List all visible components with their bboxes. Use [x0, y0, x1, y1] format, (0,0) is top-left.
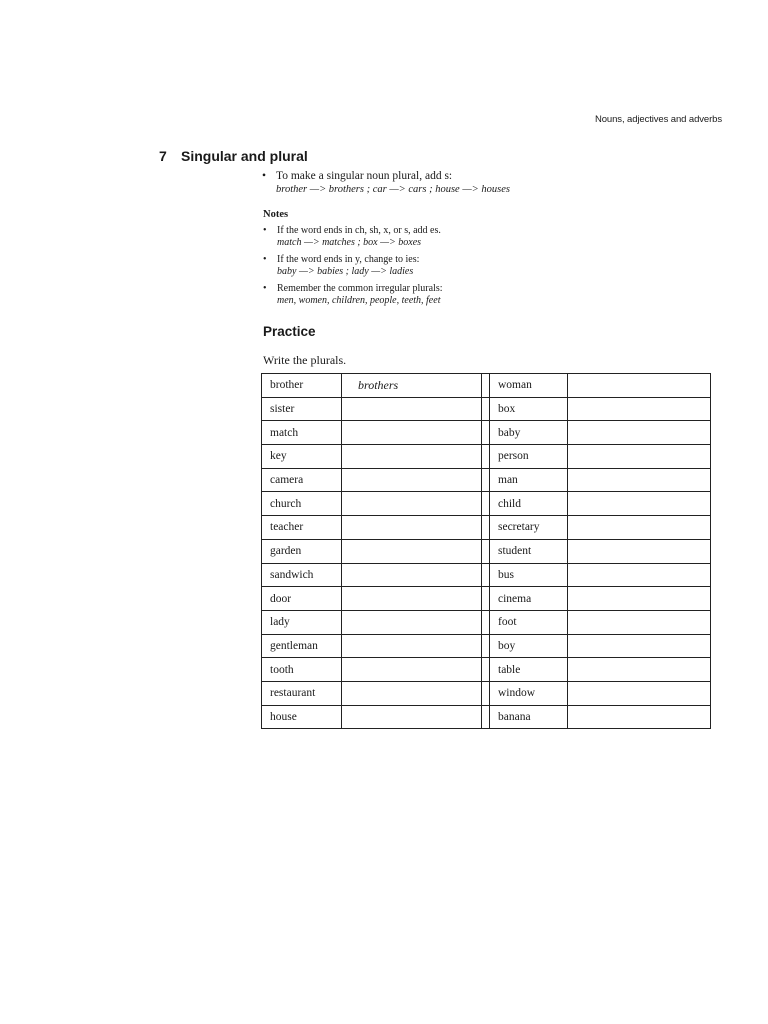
singular-word-text: boy [498, 639, 516, 652]
column-divider [482, 658, 490, 682]
plural-answer-text: brothers [358, 377, 399, 392]
singular-word [262, 587, 342, 611]
note-item [263, 225, 443, 249]
singular-word [262, 681, 342, 705]
section-title-text: Singular and plural [181, 148, 308, 164]
singular-word-text: table [498, 663, 521, 676]
plural-answer-field[interactable] [568, 587, 711, 611]
singular-word [490, 658, 568, 682]
singular-word [490, 587, 568, 611]
singular-word [490, 492, 568, 516]
note-text: If the word ends in y, change to ies: [277, 254, 420, 265]
table-row [262, 516, 711, 540]
plural-answer-field[interactable] [568, 658, 711, 682]
column-divider [482, 705, 490, 729]
singular-word-text: foot [498, 616, 517, 629]
singular-word [490, 563, 568, 587]
section-number: 7 [159, 148, 167, 164]
plural-answer-field[interactable] [568, 634, 711, 658]
table-row [262, 563, 711, 587]
singular-word-text: garden [270, 545, 302, 558]
singular-word-text: child [498, 497, 521, 510]
plural-answer-field[interactable] [342, 374, 482, 398]
plural-answer-field[interactable] [568, 610, 711, 634]
table-row [262, 705, 711, 729]
singular-word-text: secretary [498, 521, 540, 534]
singular-word-text: match [270, 426, 299, 439]
plural-answer-field[interactable] [342, 492, 482, 516]
plural-answer-field[interactable] [342, 705, 482, 729]
singular-word-text: woman [498, 379, 532, 392]
column-divider [482, 421, 490, 445]
column-divider [482, 634, 490, 658]
bullet-icon: • [263, 283, 267, 294]
singular-word-text: cinema [498, 592, 532, 605]
column-divider [482, 397, 490, 421]
singular-word [262, 374, 342, 398]
section-title [159, 148, 308, 164]
singular-word [262, 705, 342, 729]
singular-word-text: bus [498, 568, 514, 581]
column-divider [482, 587, 490, 611]
table-row [262, 445, 711, 469]
singular-word-text: key [270, 450, 287, 463]
singular-word [262, 634, 342, 658]
column-divider [482, 681, 490, 705]
note-item [263, 283, 443, 307]
column-divider [482, 516, 490, 540]
singular-word-text: brother [270, 379, 304, 392]
singular-word [262, 397, 342, 421]
singular-word-text: box [498, 403, 516, 416]
singular-word-text: camera [270, 474, 304, 487]
singular-word-text: house [270, 710, 297, 723]
note-example: match —> matches ; box —> boxes [277, 237, 422, 248]
note-text: If the word ends in ch, sh, x, or s, add es. [277, 225, 441, 236]
plural-answer-field[interactable] [342, 468, 482, 492]
singular-word [262, 492, 342, 516]
rule-example: brother —> brothers ; car —> cars ; house —> houses [276, 184, 510, 195]
plural-answer-field[interactable] [568, 445, 711, 469]
note-example: men, women, children, people, teeth, feet [277, 295, 441, 306]
plural-answer-field[interactable] [568, 468, 711, 492]
plural-answer-field[interactable] [342, 397, 482, 421]
notes-list [263, 225, 443, 312]
singular-word-text: person [498, 450, 529, 463]
table-row [262, 539, 711, 563]
plural-answer-field[interactable] [568, 705, 711, 729]
singular-word-text: gentleman [270, 639, 318, 652]
plural-answer-field[interactable] [568, 516, 711, 540]
plural-answer-field[interactable] [342, 658, 482, 682]
singular-word-text: restaurant [270, 687, 316, 700]
column-divider [482, 563, 490, 587]
note-text: Remember the common irregular plurals: [277, 283, 443, 294]
singular-word-text: baby [498, 426, 521, 439]
table-row [262, 610, 711, 634]
plural-answer-field[interactable] [342, 516, 482, 540]
singular-word-text: sister [270, 403, 295, 416]
plural-answer-field[interactable] [568, 397, 711, 421]
table-row [262, 492, 711, 516]
table-row [262, 374, 711, 398]
practice-instruction: Write the plurals. [263, 353, 347, 367]
running-head: Nouns, adjectives and adverbs [594, 114, 722, 125]
singular-word [262, 658, 342, 682]
singular-word-text: banana [498, 710, 531, 723]
bullet-icon: • [262, 170, 267, 182]
plural-answer-field[interactable] [568, 492, 711, 516]
practice-heading: Practice [263, 324, 316, 339]
plural-answer-field[interactable] [342, 563, 482, 587]
rule-text: To make a singular noun plural, add s: [276, 170, 453, 182]
singular-word [262, 516, 342, 540]
plural-answer-field[interactable] [342, 539, 482, 563]
singular-word [490, 374, 568, 398]
plural-answer-field[interactable] [342, 421, 482, 445]
singular-word [490, 634, 568, 658]
singular-word-text: sandwich [270, 568, 314, 581]
plural-answer-field[interactable] [568, 681, 711, 705]
table-row [262, 634, 711, 658]
singular-word [490, 421, 568, 445]
singular-word [490, 516, 568, 540]
plural-answer-field[interactable] [342, 681, 482, 705]
plural-rule [262, 169, 510, 197]
plural-answer-field[interactable] [568, 563, 711, 587]
note-example: baby —> babies ; lady —> ladies [277, 266, 414, 277]
table-row [262, 421, 711, 445]
singular-word [490, 539, 568, 563]
singular-word-text: lady [270, 616, 290, 629]
bullet-icon: • [263, 254, 267, 265]
singular-word [262, 468, 342, 492]
column-divider [482, 610, 490, 634]
singular-word [490, 705, 568, 729]
note-item [263, 254, 443, 278]
singular-word [490, 468, 568, 492]
plural-answer-field[interactable] [568, 374, 711, 398]
column-divider [482, 445, 490, 469]
notes-heading: Notes [263, 209, 289, 220]
table-row [262, 587, 711, 611]
table-row [262, 681, 711, 705]
plural-answer-field[interactable] [342, 445, 482, 469]
singular-word-text: teacher [270, 521, 304, 534]
bullet-icon: • [263, 225, 267, 236]
plural-answer-field[interactable] [568, 421, 711, 445]
singular-word [490, 397, 568, 421]
singular-word-text: man [498, 474, 518, 487]
singular-word [490, 610, 568, 634]
plural-answer-field[interactable] [342, 634, 482, 658]
singular-word [262, 421, 342, 445]
singular-word-text: church [270, 497, 302, 510]
column-divider [482, 539, 490, 563]
singular-word-text: door [270, 592, 292, 605]
singular-word [262, 610, 342, 634]
singular-word [262, 445, 342, 469]
column-divider [482, 468, 490, 492]
singular-word-text: student [498, 545, 532, 558]
plurals-table [261, 373, 711, 729]
plural-answer-field[interactable] [342, 587, 482, 611]
plural-answer-field[interactable] [568, 539, 711, 563]
column-divider [482, 492, 490, 516]
table-row [262, 658, 711, 682]
column-divider [482, 374, 490, 398]
singular-word [262, 539, 342, 563]
singular-word [262, 563, 342, 587]
table-row [262, 397, 711, 421]
singular-word [490, 445, 568, 469]
table-row [262, 468, 711, 492]
singular-word-text: window [498, 687, 536, 700]
plural-answer-field[interactable] [342, 610, 482, 634]
singular-word-text: tooth [270, 663, 294, 676]
singular-word [490, 681, 568, 705]
